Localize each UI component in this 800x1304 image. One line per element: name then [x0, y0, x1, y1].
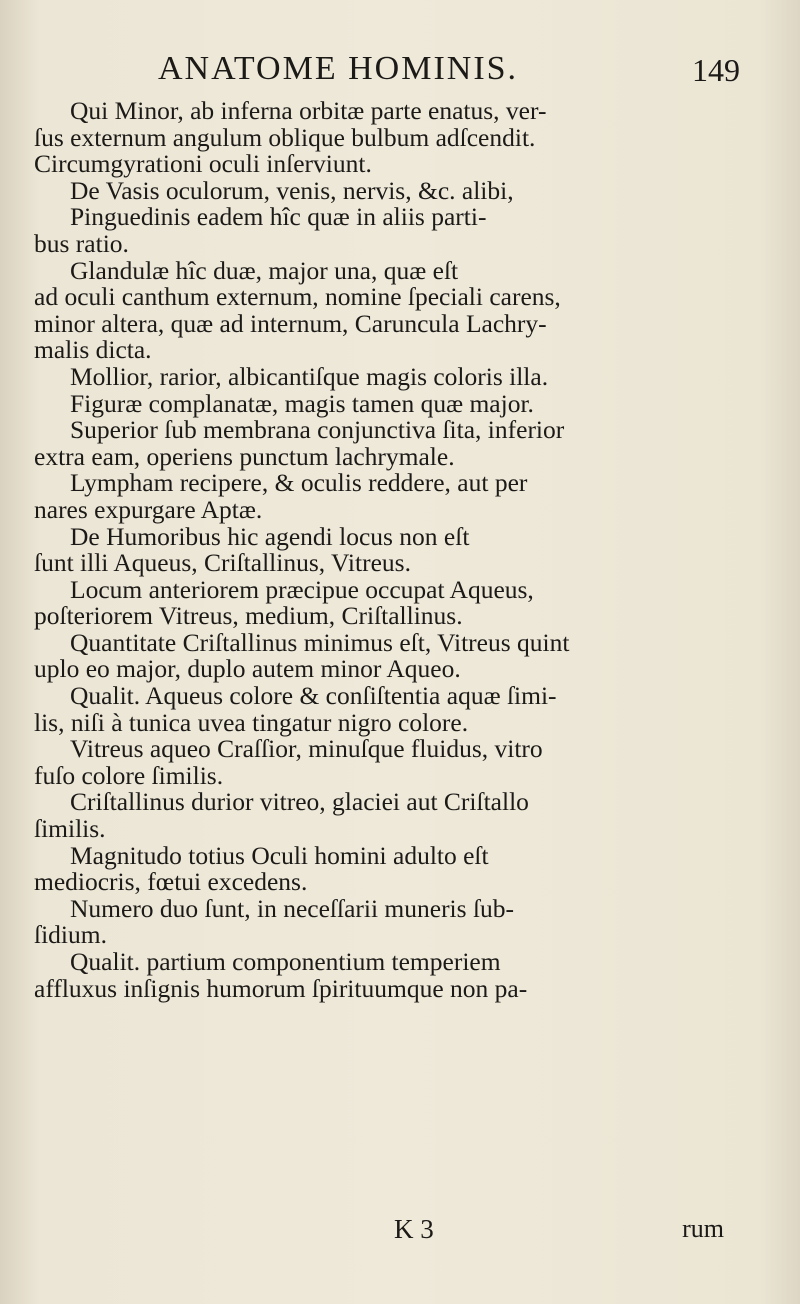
text-line: uplo eo major, duplo autem minor Aqueo. [34, 654, 461, 684]
text-line: Vitreus aqueo Craſſior, minuſque fluidus, vitro [70, 734, 543, 764]
text-line: minor altera, quæ ad internum, Caruncula Lachry- [34, 308, 547, 338]
text-line: mediocris, fœtui excedens. [34, 867, 308, 897]
text-line: bus ratio. [34, 228, 129, 258]
page-header [150, 50, 740, 94]
signature-mark: K 3 [394, 1214, 434, 1244]
text-line: Lympham recipere, & oculis reddere, aut per [70, 468, 528, 498]
text-line: nares expurgare Aptæ. [34, 494, 263, 524]
text-line: Circumgyrationi oculi inſerviunt. [34, 149, 372, 179]
text-line: poſteriorem Vitreus, medium, Criſtallinus. [34, 601, 463, 631]
text-line: extra eam, operiens punctum lachrymale. [34, 441, 455, 471]
text-line: malis dicta. [34, 335, 152, 365]
text-line: Qui Minor, ab inferna orbitæ parte enatus, ver- [70, 96, 547, 125]
text-line: Qualit. partium componentium temperiem [70, 947, 501, 976]
text-line: ſus externum angulum oblique bulbum adſcendit. [34, 122, 536, 152]
text-line: lis, niſi à tunica uvea tingatur nigro colore. [34, 707, 469, 737]
text-line: Pinguedinis eadem hîc quæ in aliis parti- [70, 202, 487, 232]
text-line: Figuræ complanatæ, magis tamen quæ major. [70, 388, 534, 418]
text-line: Quantitate Criſtallinus minimus eſt, Vitreus quint [70, 627, 570, 657]
text-line: Magnitudo totius Oculi homini adulto eſt [70, 840, 489, 870]
text-line: De Vasis oculorum, venis, nervis, &c. alibi, [70, 175, 514, 205]
text-line: Glandulæ hîc duæ, major una, quæ eſt [70, 255, 459, 285]
text-line: De Humoribus hic agendi locus non eſt [70, 521, 470, 551]
text-line: affluxus inſignis humorum ſpirituumque non pa- [34, 973, 528, 1003]
body-text [34, 98, 724, 1002]
text-line: Mollior, rarior, albicantiſque magis coloris illa. [70, 361, 549, 391]
text-line: Qualit. Aqueus colore & conſiſtentia aquæ ſimi- [70, 681, 557, 711]
text-line: Locum anteriorem præcipue occupat Aqueus, [70, 574, 534, 604]
text-line: ſimilis. [34, 814, 106, 844]
text-line: ſunt illi Aqueus, Criſtallinus, Vitreus. [34, 548, 411, 578]
text-line: ſidium. [34, 920, 107, 950]
text-line: Criſtallinus durior vitreo, glaciei aut Criſtallo [70, 787, 529, 817]
text-line: Superior ſub membrana conjunctiva ſita, inferior [70, 415, 565, 445]
text-line: fuſo colore ſimilis. [34, 760, 224, 790]
running-title: ANATOME HOMINIS. [158, 50, 519, 87]
page-number: 149 [692, 52, 740, 88]
page-footer [34, 1214, 724, 1246]
text-line: Numero duo ſunt, in neceſſarii muneris ſub- [70, 893, 515, 923]
text-line: ad oculi canthum externum, nomine ſpeciali carens, [34, 282, 561, 312]
catchword: rum [682, 1214, 724, 1243]
